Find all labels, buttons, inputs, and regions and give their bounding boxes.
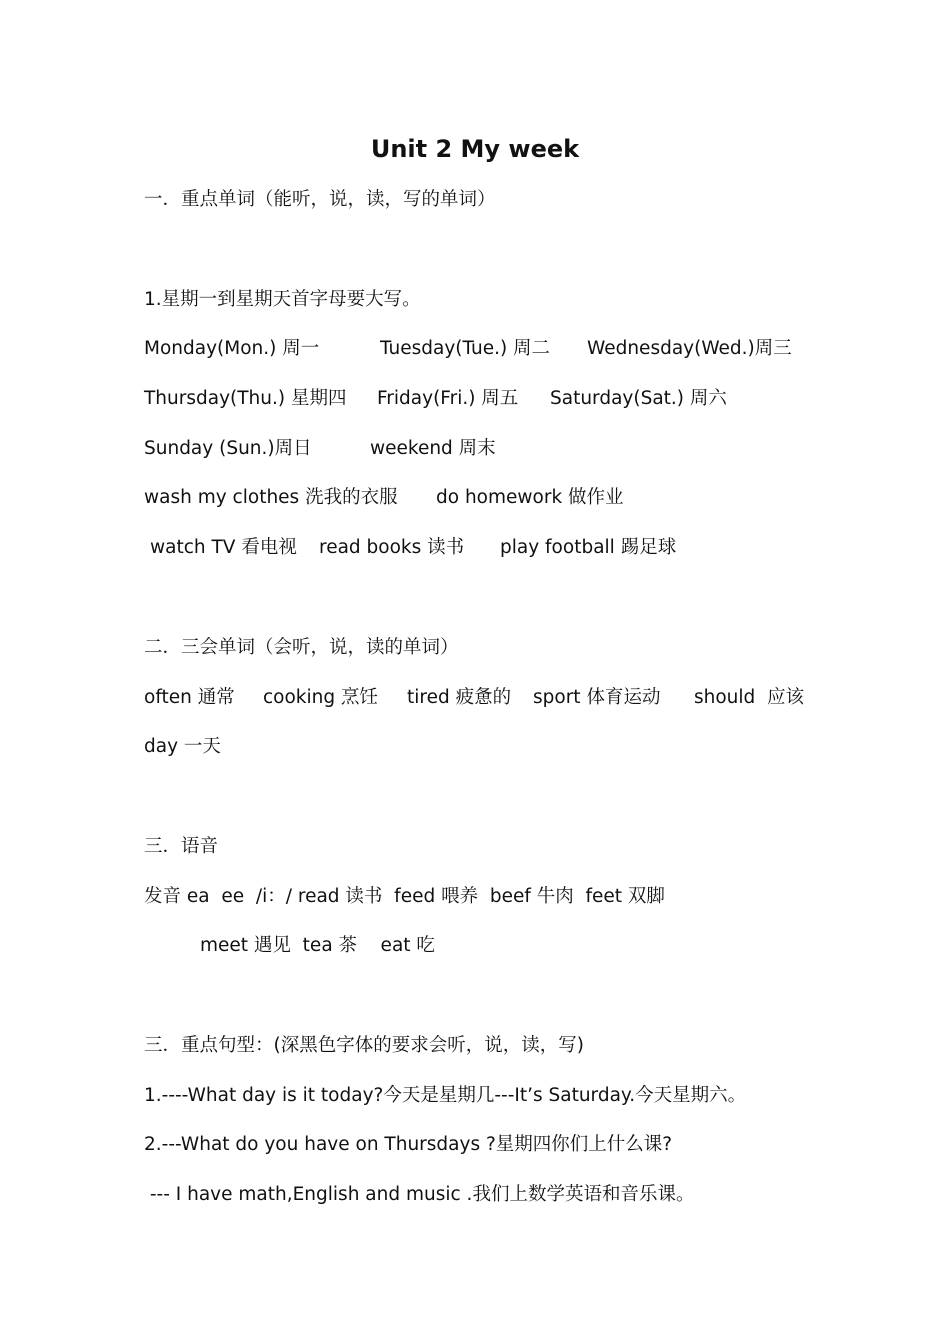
day-wednesday: Wednesday(Wed.)周三 — [587, 338, 792, 359]
phonics-line-2: meet 遇见 tea 茶 eat 吃 — [200, 935, 435, 956]
capitalization-note: 1.星期一到星期天首字母要大写。 — [144, 289, 421, 310]
sentence-2: 2.---What do you have on Thursdays ?星期四你们上什么课? — [144, 1134, 673, 1155]
phrase-do-homework: do homework 做作业 — [436, 487, 624, 508]
phonics-line-1: 发音 ea ee /i：/ read 读书 feed 喂养 beef 牛肉 feet 双脚 — [144, 886, 665, 907]
section3-heading: 三．语音 — [144, 836, 219, 857]
phrase-watch-tv: watch TV 看电视 — [150, 537, 297, 558]
word-tired: tired 疲惫的 — [407, 687, 512, 708]
section4-heading: 三．重点句型：(深黑色字体的要求会听，说，读，写) — [144, 1035, 584, 1056]
word-should: should 应该 — [694, 687, 805, 708]
section2-heading: 二．三会单词（会听，说，读的单词） — [144, 637, 459, 658]
day-tuesday: Tuesday(Tue.) 周二 — [380, 338, 551, 359]
day-friday: Friday(Fri.) 周五 — [377, 388, 519, 409]
word-often: often 通常 — [144, 687, 235, 708]
day-sunday: Sunday (Sun.)周日 — [144, 438, 312, 459]
day-thursday: Thursday(Thu.) 星期四 — [144, 388, 347, 409]
sentence-3: --- I have math,English and music .我们上数学英语和音乐课。 — [144, 1184, 695, 1205]
phrase-play-football: play football 踢足球 — [500, 537, 677, 558]
word-weekend: weekend 周末 — [370, 438, 496, 459]
section1-heading: 一．重点单词（能听，说，读，写的单词） — [144, 189, 496, 210]
day-saturday: Saturday(Sat.) 周六 — [550, 388, 727, 409]
phrase-wash-clothes: wash my clothes 洗我的衣服 — [144, 487, 398, 508]
phrase-read-books: read books 读书 — [319, 537, 465, 558]
words-row-2 — [144, 733, 221, 817]
sentence-1: 1.----What day is it today?今天是星期几---It’s Saturday.今天星期六。 — [144, 1085, 747, 1106]
word-sport: sport 体育运动 — [533, 687, 661, 708]
word-day: day 一天 — [144, 736, 221, 757]
page-title: Unit 2 My week — [370, 135, 580, 163]
day-monday: Monday(Mon.) 周一 — [144, 338, 320, 359]
word-cooking: cooking 烹饪 — [263, 687, 379, 708]
